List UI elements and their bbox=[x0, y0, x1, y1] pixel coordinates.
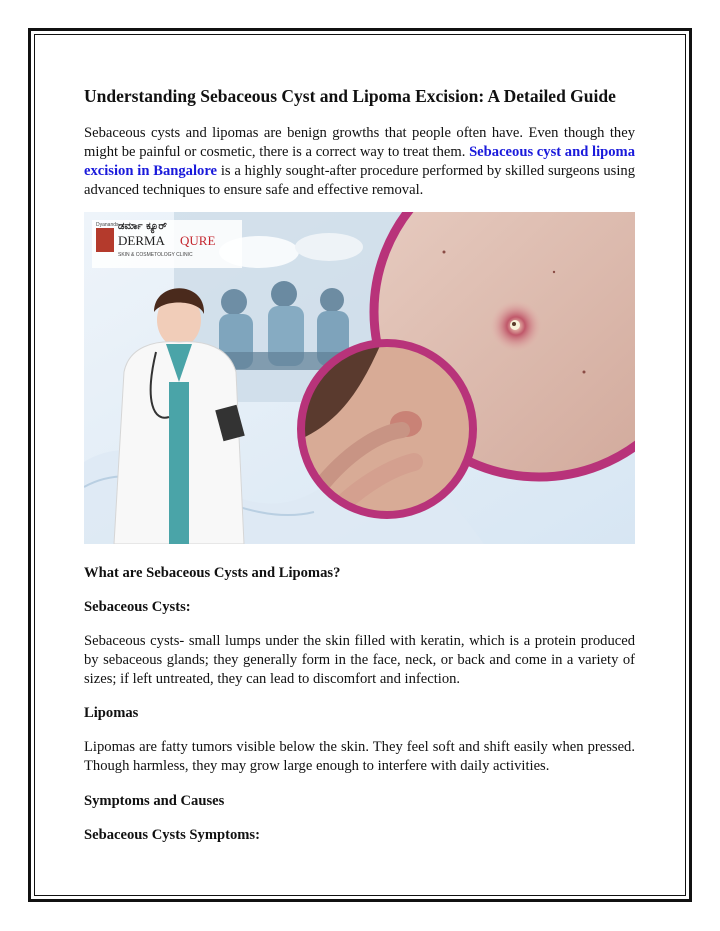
logo-sub-text: SKIN & COSMETOLOGY CLINIC bbox=[118, 252, 193, 258]
page-title: Understanding Sebaceous Cyst and Lipoma Excision: A Detailed Guide bbox=[84, 86, 616, 106]
logo-brand-right: QURE bbox=[180, 233, 216, 248]
intro-paragraph bbox=[84, 124, 635, 200]
heading-lipomas: Lipomas bbox=[84, 705, 139, 721]
clinic-logo bbox=[92, 220, 242, 268]
logo-kannada-text: ಡರ್ಮಾ ಕ್ಯೂರ್ bbox=[118, 221, 167, 232]
paragraph-sebaceous: Sebaceous cysts- small lumps under the skin filled with keratin, which is a protein produced by sebaceous glands; they generally form in the face, neck, or back and come in a variety of sizes; if left untreated, they can lead to discomfort and infection. bbox=[84, 633, 635, 687]
logo-top-text: Dyanands bbox=[96, 222, 119, 228]
intro-text-after: is a highly sought-after procedure performed by skilled surgeons using advanced techniques to ensure safe and effective removal. bbox=[84, 163, 635, 198]
document-content bbox=[84, 84, 635, 843]
paragraph-lipomas: Lipomas are fatty tumors visible below the skin. They feel soft and shift easily when pressed. Though harmless, they may grow large enough to interfere with daily activities. bbox=[84, 739, 635, 774]
heading-symptoms: Symptoms and Causes bbox=[84, 793, 225, 809]
logo-brand-left: DERMA bbox=[118, 233, 165, 248]
heading-what-are: What are Sebaceous Cysts and Lipomas? bbox=[84, 565, 341, 581]
intro-text-before: Sebaceous cysts and lipomas are benign growths that people often have. Even though they might be painful or cosmetic, there is a correct way to treat them. bbox=[84, 125, 635, 160]
hero-illustration bbox=[84, 212, 635, 544]
heading-sebaceous-symptoms: Sebaceous Cysts Symptoms: bbox=[84, 827, 260, 843]
excision-link[interactable]: Sebaceous cyst and lipoma excision in Bangalore bbox=[84, 144, 635, 179]
hero-image bbox=[84, 212, 635, 544]
heading-sebaceous: Sebaceous Cysts: bbox=[84, 599, 191, 615]
